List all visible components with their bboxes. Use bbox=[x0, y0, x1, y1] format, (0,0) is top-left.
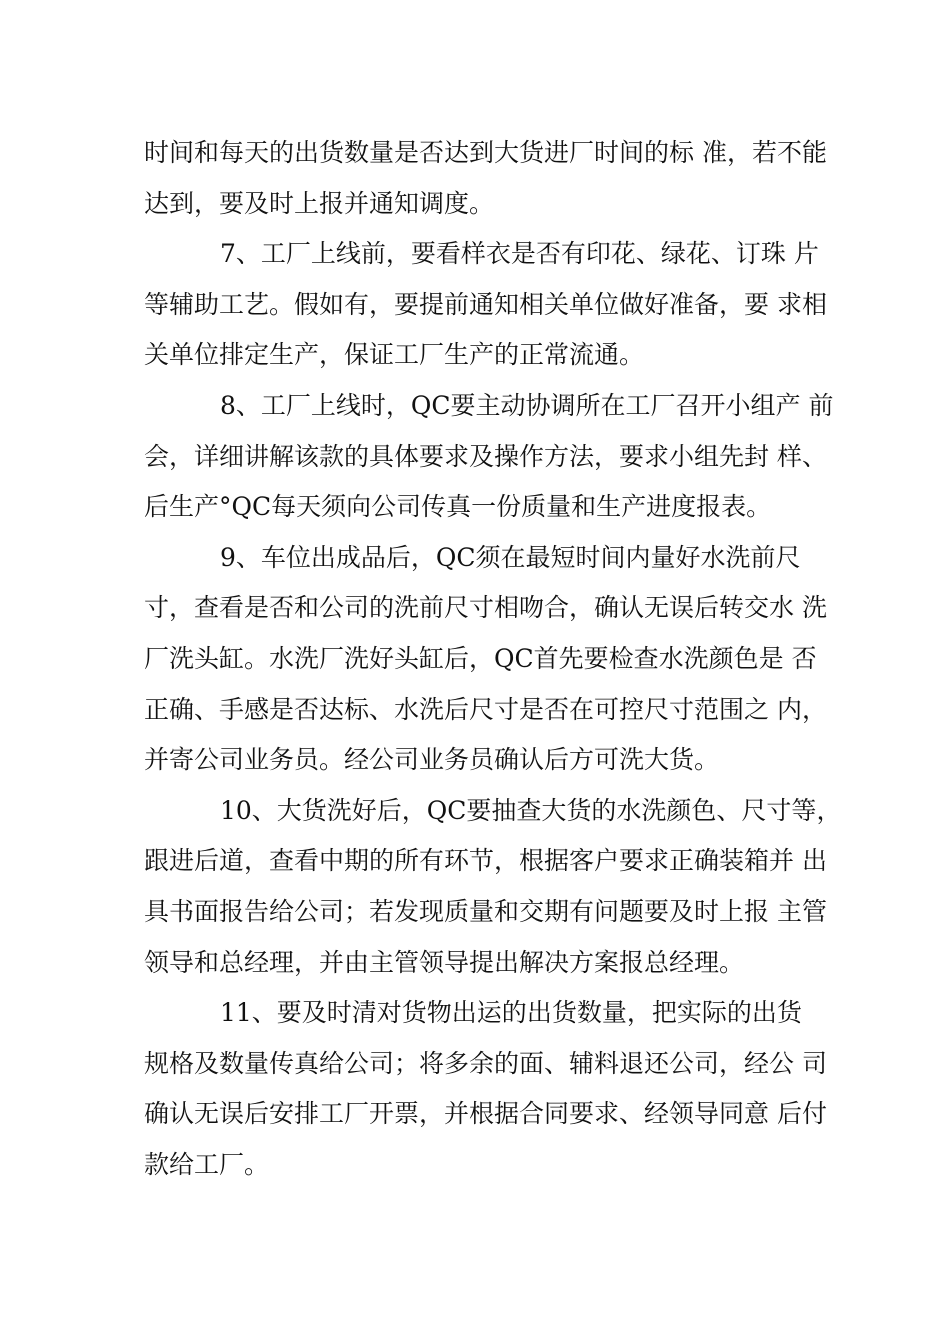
text-line: 正确、手感是否达标、水洗后尺寸是否在可控尺寸范围之 内， bbox=[144, 694, 827, 724]
paragraph-6-continued bbox=[144, 128, 827, 229]
text-line: 后生产°QC每天须向公司传真一份质量和生产进度报表。 bbox=[144, 492, 772, 522]
text-line: 达到，要及时上报并通知调度。 bbox=[144, 188, 495, 218]
text-line: 跟进后道，查看中期的所有环节，根据客户要求正确装箱并 出 bbox=[144, 846, 827, 876]
text-line: 款给工厂。 bbox=[144, 1149, 270, 1179]
text-line: 并寄公司业务员。经公司业务员确认后方可洗大货。 bbox=[144, 745, 720, 775]
text-line: 厂洗头缸。水洗厂洗好头缸后，QC首先要检查水洗颜色是 否 bbox=[144, 643, 817, 673]
text-line: 具书面报告给公司；若发现质量和交期有问题要及时上报 主管 bbox=[144, 896, 827, 926]
text-line: 10、大货洗好后，QC要抽查大货的水洗颜色、尺寸等， bbox=[220, 795, 842, 825]
text-line: 9、车位出成品后，QC须在最短时间内量好水洗前尺 bbox=[220, 542, 801, 572]
paragraph-8 bbox=[144, 381, 834, 533]
text-line: 确认无误后安排工厂开票，并根据合同要求、经领导同意 后付 bbox=[144, 1099, 827, 1129]
text-line: 时间和每天的出货数量是否达到大货进厂时间的标 准，若不能 bbox=[144, 138, 827, 167]
text-line: 规格及数量传真给公司；将多余的面、辅料退还公司，经公 司 bbox=[144, 1048, 827, 1078]
paragraph-11 bbox=[144, 988, 827, 1190]
text-line: 领导和总经理，并由主管领导提出解决方案报总经理。 bbox=[144, 947, 745, 977]
text-line: 7、工厂上线前，要看样衣是否有印花、绿花、订珠 片 bbox=[220, 239, 819, 269]
text-line: 11、要及时清对货物出运的出货数量，把实际的出货 bbox=[220, 998, 802, 1028]
text-line: 寸，查看是否和公司的洗前尺寸相吻合，确认无误后转交水 洗 bbox=[144, 593, 827, 623]
paragraph-10 bbox=[144, 786, 842, 988]
text-line: 8、工厂上线时，QC要主动协调所在工厂召开小组产 前 bbox=[220, 390, 834, 420]
text-line: 会，详细讲解该款的具体要求及操作方法，要求小组先封 样、 bbox=[144, 441, 827, 471]
text-line: 等辅助工艺。假如有，要提前通知相关单位做好准备，要 求相 bbox=[144, 289, 827, 319]
document-body bbox=[144, 128, 842, 1190]
paragraph-9 bbox=[144, 533, 827, 786]
paragraph-7 bbox=[144, 229, 827, 381]
text-line: 关单位排定生产，保证工厂生产的正常流通。 bbox=[144, 340, 645, 370]
